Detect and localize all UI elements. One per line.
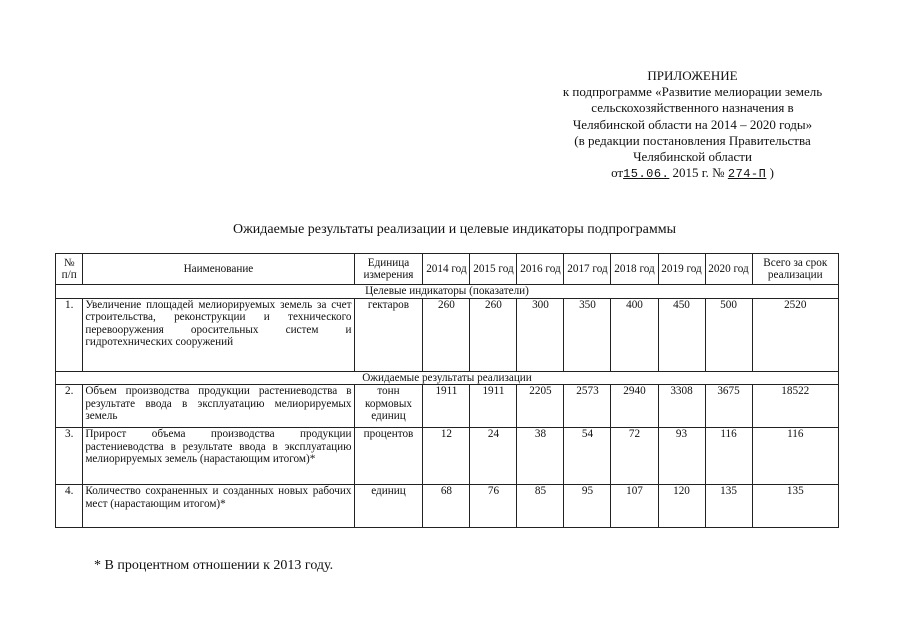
cell-unit: гектаров	[354, 298, 423, 371]
header-no: № п/п	[56, 254, 83, 285]
cell-value: 120	[658, 485, 705, 528]
table-row	[56, 298, 839, 371]
cell-name: Объем производства продукции растениеводства в результате ввода в эксплуатацию мелиорируемых земель	[83, 385, 354, 428]
cell-value: 260	[423, 298, 470, 371]
appendix-date-line	[520, 165, 865, 182]
cell-value: 95	[564, 485, 611, 528]
header-year: 2014 год	[423, 254, 470, 285]
cell-value: 450	[658, 298, 705, 371]
cell-value: 38	[517, 428, 564, 485]
table-row	[56, 485, 839, 528]
cell-value: 500	[705, 298, 752, 371]
cell-no: 3.	[56, 428, 83, 485]
appendix-heading: ПРИЛОЖЕНИЕ	[647, 68, 738, 83]
cell-unit: единиц	[354, 485, 423, 528]
header-year: 2018 год	[611, 254, 658, 285]
header-total: Всего за срок реализации	[752, 254, 838, 285]
cell-value: 1911	[470, 385, 517, 428]
header-year: 2017 год	[564, 254, 611, 285]
cell-value: 400	[611, 298, 658, 371]
appendix-header	[520, 68, 865, 182]
cell-value: 116	[705, 428, 752, 485]
cell-value: 2205	[517, 385, 564, 428]
cell-value: 107	[611, 485, 658, 528]
section-title: Ожидаемые результаты реализации	[56, 371, 839, 385]
date-typed: 15.06.	[623, 167, 670, 182]
date-prefix: от	[611, 165, 624, 181]
footnote: * В процентном отношении к 2013 году.	[94, 558, 334, 573]
cell-value: 3308	[658, 385, 705, 428]
cell-name: Количество сохраненных и созданных новых рабочих мест (нарастающим итогом)*	[83, 485, 354, 528]
cell-value: 2573	[564, 385, 611, 428]
cell-name: Прирост объема производства продукции растениеводства в результате ввода в эксплуатацию мелиорируемых земель (нарастающим итогом)*	[83, 428, 354, 485]
date-suffix: 2015 г. №	[672, 165, 725, 181]
cell-total: 2520	[752, 298, 838, 371]
appendix-line: Челябинской области на 2014 – 2020 годы»	[572, 116, 813, 132]
table-row	[56, 385, 839, 428]
cell-no: 4.	[56, 485, 83, 528]
appendix-line: сельскохозяйственного назначения в	[591, 100, 794, 116]
results-table	[55, 253, 839, 528]
document-title: Ожидаемые результаты реализации и целевые индикаторы подпрограммы	[232, 222, 677, 237]
header-year: 2020 год	[705, 254, 752, 285]
cell-no: 1.	[56, 298, 83, 371]
header-year: 2019 год	[658, 254, 705, 285]
cell-value: 24	[470, 428, 517, 485]
cell-value: 54	[564, 428, 611, 485]
cell-total: 18522	[752, 385, 838, 428]
header-unit: Единица измерения	[354, 254, 423, 285]
cell-value: 135	[705, 485, 752, 528]
cell-value: 76	[470, 485, 517, 528]
cell-value: 3675	[705, 385, 752, 428]
cell-unit: процентов	[354, 428, 423, 485]
cell-value: 12	[423, 428, 470, 485]
header-year: 2015 год	[470, 254, 517, 285]
cell-total: 116	[752, 428, 838, 485]
cell-value: 2940	[611, 385, 658, 428]
appendix-line: к подпрограмме «Развитие мелиорации земель	[562, 84, 823, 100]
cell-value: 85	[517, 485, 564, 528]
number-typed: 274-П	[727, 167, 767, 182]
header-name: Наименование	[83, 254, 354, 285]
cell-unit: тонн кормовых единиц	[354, 385, 423, 428]
header-year: 2016 год	[517, 254, 564, 285]
cell-value: 350	[564, 298, 611, 371]
table-row	[56, 428, 839, 485]
cell-name: Увеличение площадей мелиорируемых земель за счет строительства, реконструкции и технического перевооружения оросительных систем и гидротехнических сооружений	[83, 298, 354, 371]
cell-value: 1911	[423, 385, 470, 428]
cell-value: 93	[658, 428, 705, 485]
section-row	[56, 371, 839, 385]
section-row	[56, 285, 839, 299]
cell-value: 68	[423, 485, 470, 528]
cell-no: 2.	[56, 385, 83, 428]
cell-value: 260	[470, 298, 517, 371]
date-closing: )	[769, 165, 774, 181]
appendix-line: (в редакции постановления Правительства	[574, 132, 811, 148]
cell-value: 72	[611, 428, 658, 485]
table-header-row	[56, 254, 839, 285]
cell-total: 135	[752, 485, 838, 528]
appendix-line: Челябинской области	[633, 149, 752, 165]
cell-value: 300	[517, 298, 564, 371]
section-title: Целевые индикаторы (показатели)	[56, 285, 839, 299]
